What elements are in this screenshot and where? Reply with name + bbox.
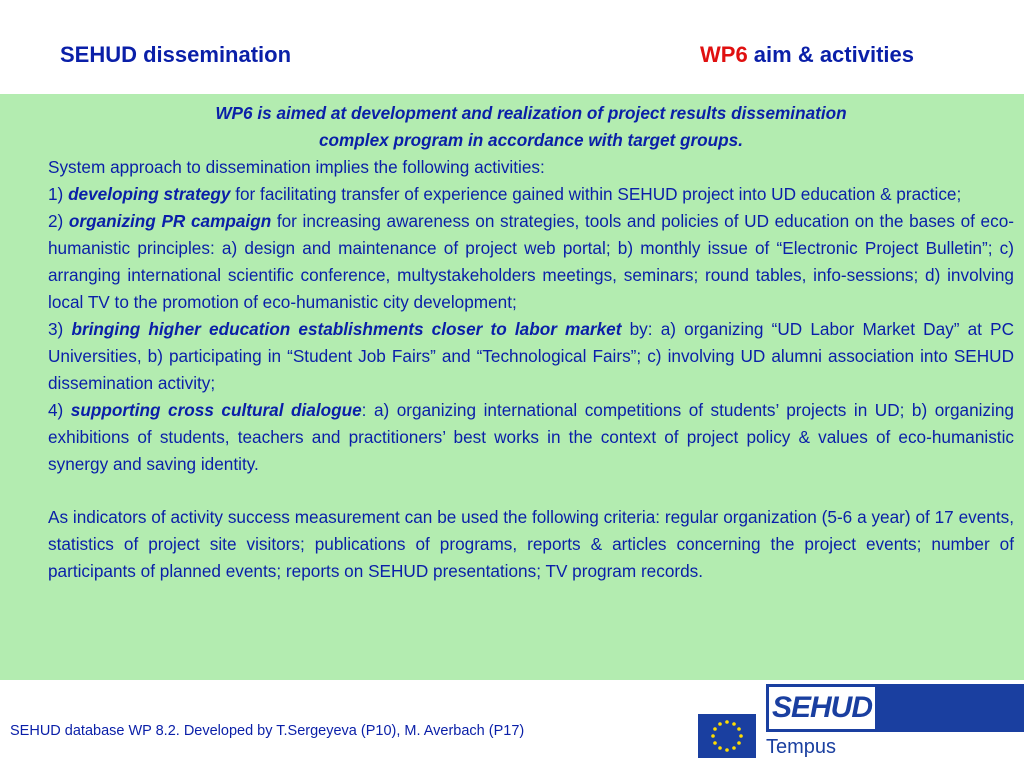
conclusion-text: As indicators of activity success measurement can be used the following criteria: regular organization (5-6 a year) of 17 events, statistics of project site visitors; publications of programs, reports & articles concerning the project events; number of participants of planned events; reports on SEHUD presentations; TV program records. xyxy=(48,507,1014,581)
item-emphasis: developing strategy xyxy=(68,184,231,204)
activity-item xyxy=(48,397,1014,478)
item-text: : a) organizing international competitions of students’ projects in UD; b) organizing exhibitions of students, teachers and practitioners’ best works in the context of project policy & values of eco-humanistic synergy and saving identity. xyxy=(48,400,1014,474)
activity-item xyxy=(48,181,1014,208)
eu-flag-icon xyxy=(698,714,756,758)
slide-header xyxy=(0,42,1024,72)
lead-line-2: complex program in accordance with target groups. xyxy=(318,130,744,150)
item-emphasis: organizing PR campaign xyxy=(68,211,272,231)
footer-credit: SEHUD database WP 8.2. Developed by T.Sergeyeva (P10), M. Averbach (P17) xyxy=(10,723,525,739)
slide-subtitle xyxy=(700,42,914,68)
subtitle-rest: aim & activities xyxy=(747,42,914,67)
item-emphasis: bringing higher education establishments closer to labor market xyxy=(71,319,622,339)
item-number: 2) xyxy=(48,211,69,231)
item-number: 3) xyxy=(48,319,72,339)
sehud-logo xyxy=(766,684,878,732)
item-text: for facilitating transfer of experience gained within SEHUD project into UD education & practice; xyxy=(230,184,962,204)
item-number: 4) xyxy=(48,400,71,420)
logo-blue-bar xyxy=(878,684,1024,732)
slide-title: SEHUD dissemination xyxy=(60,42,292,67)
intro-text: System approach to dissemination implies the following activities: xyxy=(48,157,545,177)
activity-item xyxy=(48,316,1014,397)
wp6-label: WP6 xyxy=(700,42,748,67)
spacer xyxy=(48,478,1014,504)
sehud-logo-text: SEHUD xyxy=(771,691,872,724)
item-emphasis: supporting cross cultural dialogue xyxy=(70,400,362,420)
lead-line-1: WP6 is aimed at development and realization of project results dissemination xyxy=(215,103,847,123)
item-text: by: a) organizing “UD Labor Market Day” at PC Universities, b) participating in “Student Job Fairs” and “Technological Fairs”; c) involving UD alumni association into SEHUD dissemination activity; xyxy=(48,319,1014,393)
content-body xyxy=(48,100,1014,585)
item-number: 1) xyxy=(48,184,69,204)
logo-area xyxy=(694,684,1024,768)
tempus-label: Tempus xyxy=(766,736,837,758)
lead-statement xyxy=(0,100,1014,154)
item-text: for increasing awareness on strategies, tools and policies of UD education on the bases of eco-humanistic principles: a) design and maintenance of project web portal; b) monthly issue of “Electronic Project Bulletin”; c) arranging international scientific conference, multystakeholders meetings, seminars; round tables, info-sessions; d) involving local TV to the promotion of eco-humanistic city development; xyxy=(48,211,1014,312)
activity-item xyxy=(48,208,1014,316)
